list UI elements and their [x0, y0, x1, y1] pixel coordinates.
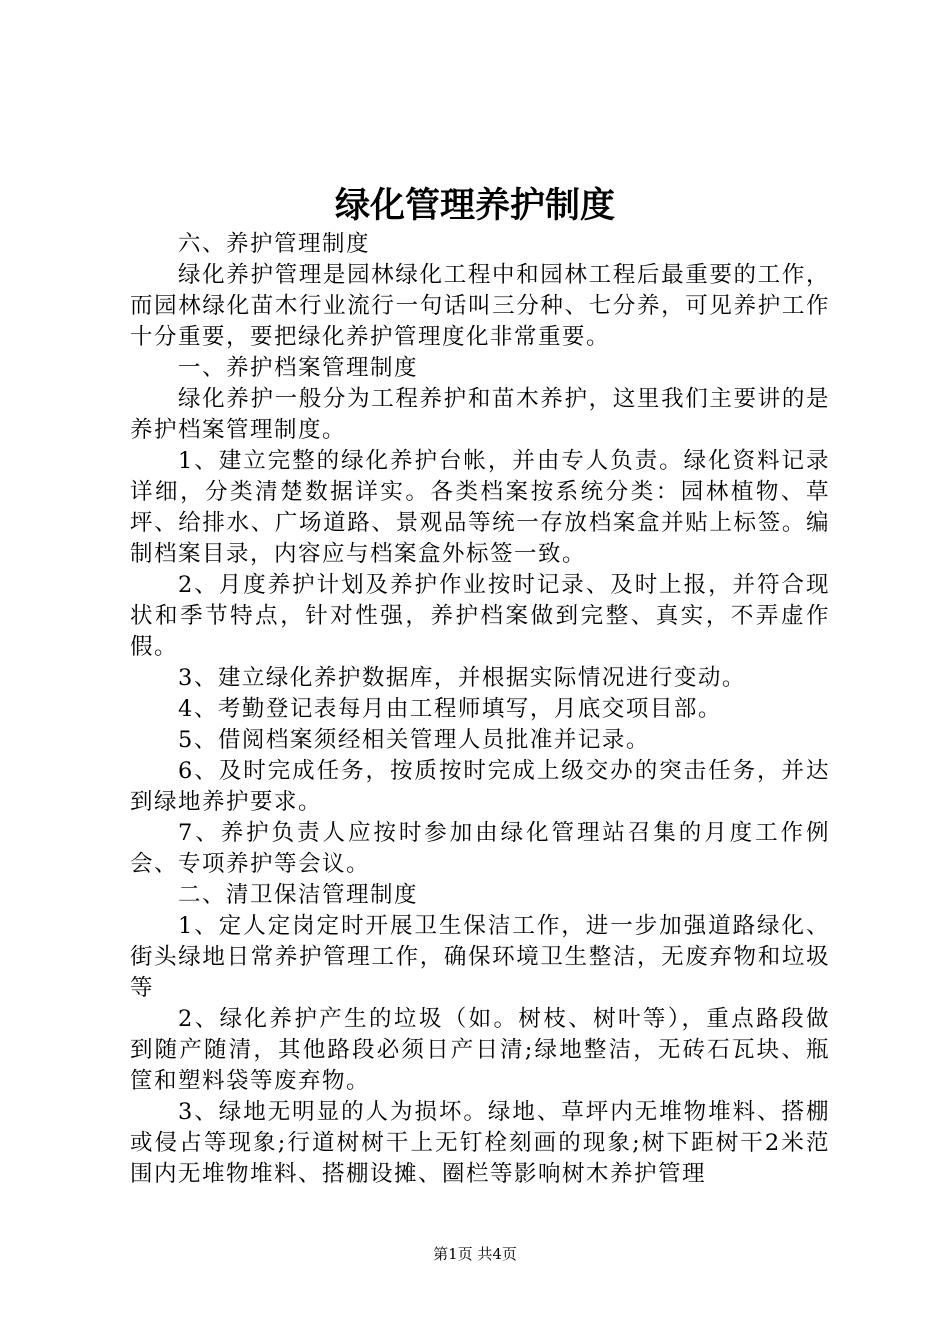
paragraph: 一、养护档案管理制度 [178, 355, 419, 381]
document-body [130, 229, 830, 1190]
paragraph: 3、绿地无明显的人为损坏。绿地、草坪内无堆物堆料、搭棚或侵占等现象;行道树树干上无钉栓刻画的现象;树下距树干2米范围内无堆物堆料、搭棚设摊、圈栏等影响树木养护管理 [130, 1099, 830, 1187]
paragraph: 6、及时完成任务，按质按时完成上级交办的突击任务，并达到绿地养护要求。 [130, 758, 830, 815]
page-number-footer: 第1页 共4页 [433, 1245, 517, 1263]
document-title: 绿化管理养护制度 [334, 186, 615, 226]
paragraph: 六、养护管理制度 [178, 231, 371, 257]
paragraph: 5、借阅档案须经相关管理人员批准并记录。 [178, 727, 650, 753]
paragraph: 绿化养护管理是园林绿化工程中和园林工程后最重要的工作，而园林绿化苗木行业流行一句话叫三分种、七分养，可见养护工作十分重要，要把绿化养护管理度化非常重要。 [130, 262, 830, 350]
paragraph: 二、清卫保洁管理制度 [178, 882, 419, 908]
paragraph: 4、考勤登记表每月由工程师填写，月底交项目部。 [178, 696, 722, 722]
paragraph: 3、建立绿化养护数据库，并根据实际情况进行变动。 [178, 665, 746, 691]
paragraph: 绿化养护一般分为工程养护和苗木养护，这里我们主要讲的是养护档案管理制度。 [130, 386, 830, 443]
paragraph: 2、绿化养护产生的垃圾（如。树枝、树叶等），重点路段做到随产随清，其他路段必须日产日清;绿地整洁，无砖石瓦块、瓶筐和塑料袋等废弃物。 [130, 1006, 830, 1094]
paragraph: 7、养护负责人应按时参加由绿化管理站召集的月度工作例会、专项养护等会议。 [130, 820, 830, 877]
paragraph: 1、建立完整的绿化养护台帐，并由专人负责。绿化资料记录详细，分类清楚数据详实。各类档案按系统分类：园林植物、草坪、给排水、广场道路、景观品等统一存放档案盒并贴上标签。编制档案目录，内容应与档案盒外标签一致。 [130, 448, 830, 567]
paragraph: 1、定人定岗定时开展卫生保洁工作，进一步加强道路绿化、街头绿地日常养护管理工作，确保环境卫生整洁，无废弃物和垃圾等 [130, 913, 830, 1001]
paragraph: 2、月度养护计划及养护作业按时记录、及时上报，并符合现状和季节特点，针对性强，养护档案做到完整、真实，不弄虚作假。 [130, 572, 830, 660]
